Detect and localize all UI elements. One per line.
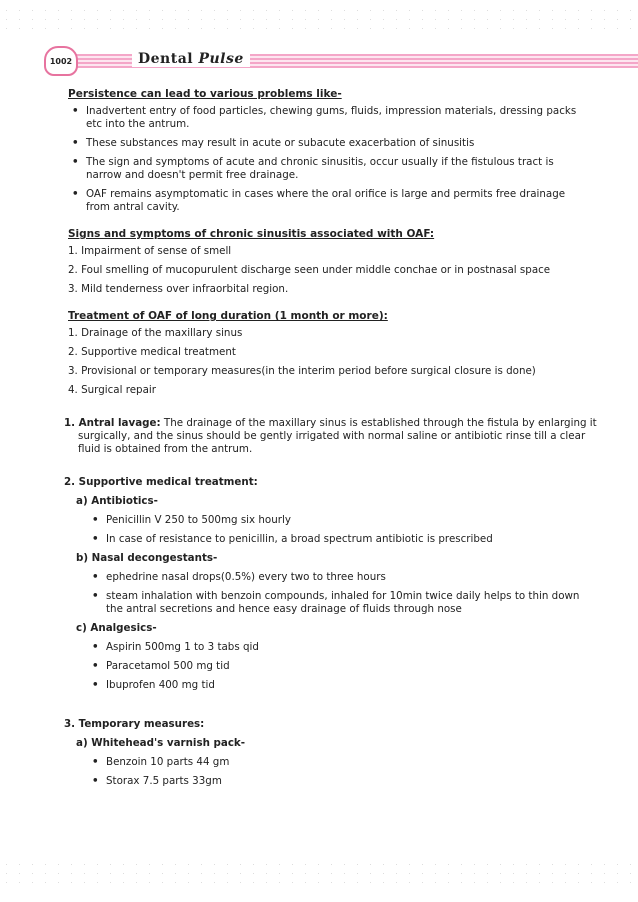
list-item: • Paracetamol 500 mg tid — [106, 660, 592, 673]
page-content — [0, 88, 638, 794]
list-item: 3. Mild tenderness over infraorbital region. — [68, 283, 289, 295]
list-item: 3. Provisional or temporary measures(in the interim period before surgical closure is done) — [68, 365, 536, 377]
analgesics-heading: c) Analgesics- — [76, 622, 157, 634]
page-number: 1002 — [49, 56, 73, 66]
list-item: • Benzoin 10 parts 44 gm — [106, 756, 592, 769]
list-item: • Inadvertent entry of food particles, chewing gums, fluids, impression materials, dressing packs etc into the antrum. — [86, 105, 592, 131]
brand-word: Dental — [138, 51, 194, 67]
whitehead-list — [106, 756, 592, 788]
list-item: 1. Drainage of the maxillary sinus — [68, 327, 243, 339]
signs-list — [68, 245, 638, 296]
list-item: • Penicillin V 250 to 500mg six hourly — [106, 514, 592, 527]
list-item: 4. Surgical repair — [68, 384, 156, 396]
decongestants-list — [106, 571, 592, 616]
scan-noise-bottom — [0, 860, 638, 890]
antibiotics-heading: a) Antibiotics- — [76, 495, 158, 507]
tooth-icon — [44, 46, 78, 76]
list-item: • ephedrine nasal drops(0.5%) every two to three hours — [106, 571, 592, 584]
page-header — [0, 52, 638, 74]
antibiotics-list — [106, 514, 592, 546]
decongestants-heading: b) Nasal decongestants- — [76, 552, 218, 564]
whitehead-heading: a) Whitehead's varnish pack- — [76, 737, 246, 749]
scan-noise-top — [0, 6, 638, 36]
section-title-persistence: Persistence can lead to various problems like- — [68, 88, 342, 100]
temporary-measures-heading: 3. Temporary measures: — [64, 718, 205, 730]
antral-lavage-text: The drainage of the maxillary sinus is established through the fistula by enlarging it surgically, and the sinus should be gently irrigated with normal saline or antibiotic rinse till a clear fluid is obtained from the antrum. — [78, 417, 597, 455]
list-item: • The sign and symptoms of acute and chronic sinusitis, occur usually if the fistulous tract is narrow and doesn't permit free drainage. — [86, 156, 592, 182]
list-item: 2. Supportive medical treatment — [68, 346, 236, 358]
persistence-list — [86, 105, 592, 214]
analgesics-list — [106, 641, 592, 692]
list-item: • OAF remains asymptomatic in cases where the oral orifice is large and permits free drainage from antral cavity. — [86, 188, 592, 214]
list-item: • These substances may result in acute or subacute exacerbation of sinusitis — [86, 137, 592, 150]
antral-lavage-paragraph — [64, 417, 608, 456]
list-item: • Ibuprofen 400 mg tid — [106, 679, 592, 692]
list-item: 2. Foul smelling of mucopurulent discharge seen under middle conchae or in postnasal space — [68, 264, 551, 276]
antral-lavage-lead: 1. Antral lavage: — [64, 417, 161, 429]
list-item: • In case of resistance to penicillin, a broad spectrum antibiotic is prescribed — [106, 533, 592, 546]
list-item: • Aspirin 500mg 1 to 3 tabs qid — [106, 641, 592, 654]
section-title-treatment: Treatment of OAF of long duration (1 month or more): — [68, 310, 388, 322]
section-title-signs: Signs and symptoms of chronic sinusitis associated with OAF: — [68, 228, 435, 240]
supportive-treatment-heading: 2. Supportive medical treatment: — [64, 476, 258, 488]
treatment-list — [68, 327, 638, 397]
list-item: 1. Impairment of sense of smell — [68, 245, 232, 257]
brand-script-word: Pulse — [198, 51, 244, 67]
list-item: • steam inhalation with benzoin compounds, inhaled for 10min twice daily helps to thin down the antral secretions and hence easy drainage of fluids through nose — [106, 590, 592, 616]
list-item: • Storax 7.5 parts 33gm — [106, 775, 592, 788]
brand-title — [132, 51, 250, 67]
